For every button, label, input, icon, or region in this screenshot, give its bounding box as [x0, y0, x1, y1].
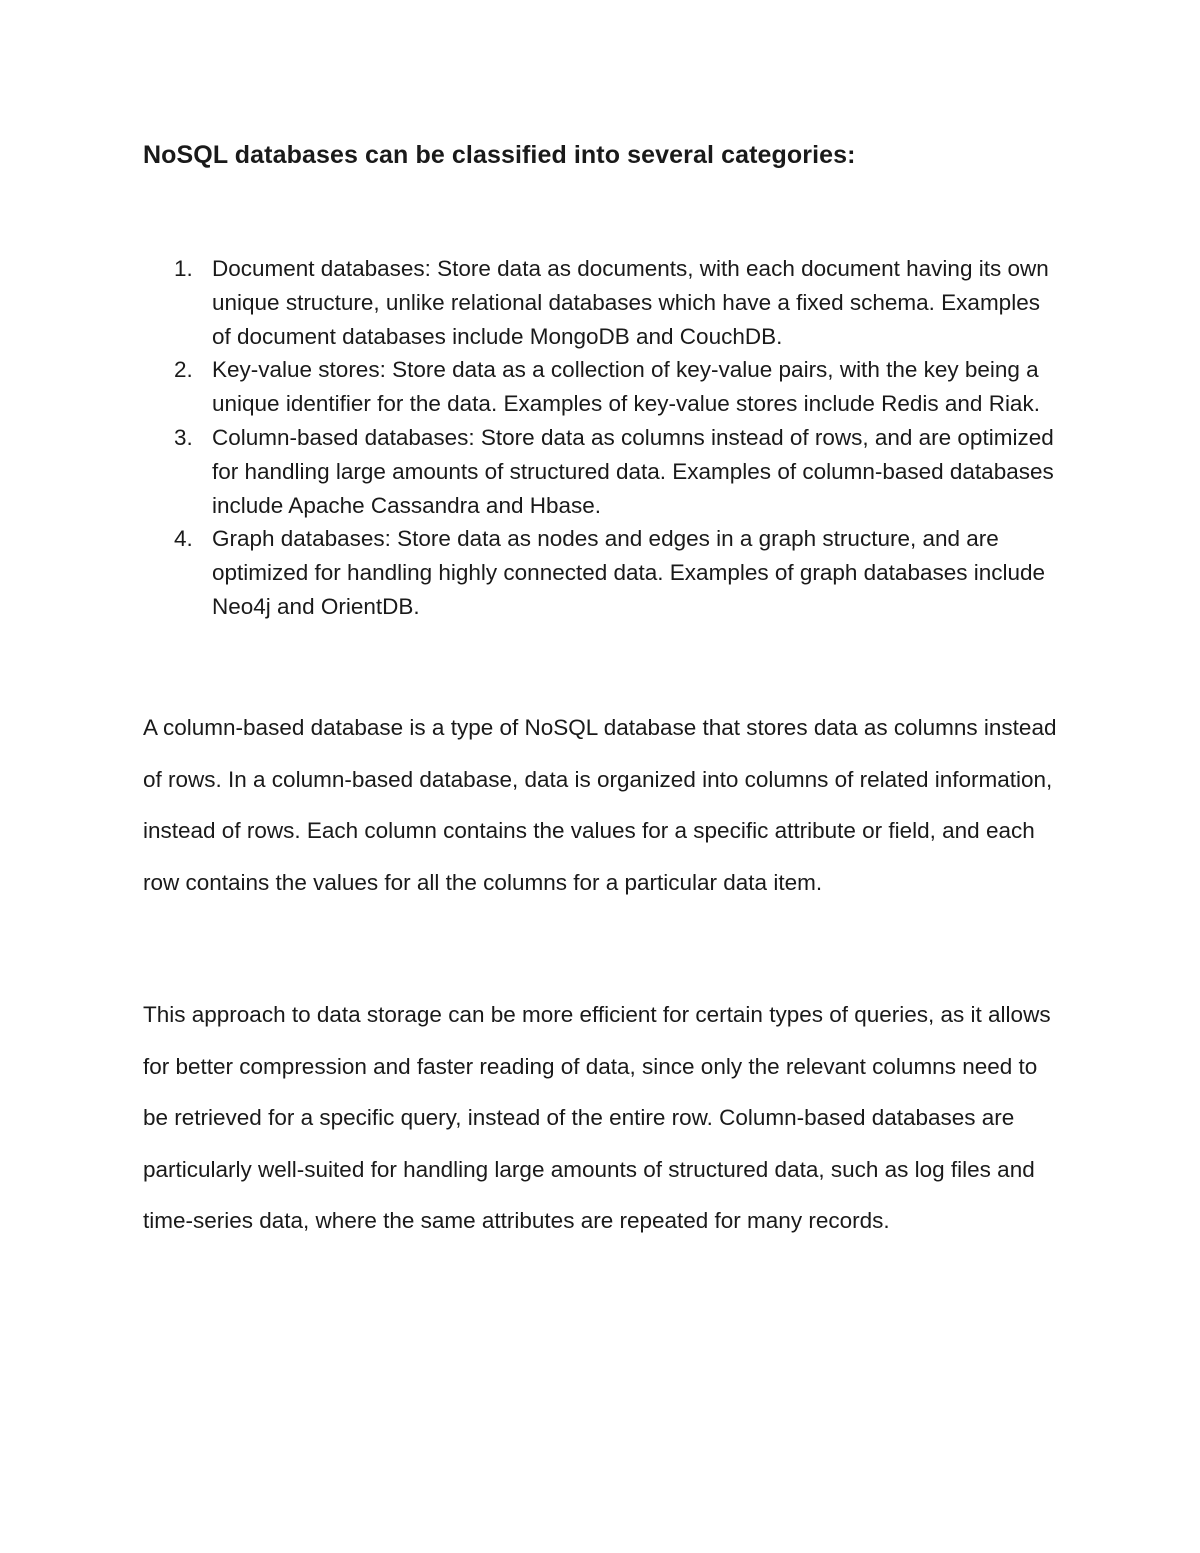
list-item [143, 353, 1063, 421]
list-item [143, 252, 1063, 353]
list-item-number: 3. [174, 424, 193, 450]
page-heading: NoSQL databases can be classified into several categories: [143, 141, 856, 169]
paragraph-column-based-benefits: This approach to data storage can be more efficient for certain types of queries, as it allows for better compression and faster reading of data, since only the relevant columns need to be retrieved for a specific query, instead of the entire row. Column-based databases are particularly well-suited for handling large amounts of structured data, such as log files and time-series data, where the same attributes are repeated for many records. [143, 1002, 1051, 1234]
paragraph-column-based-definition: A column-based database is a type of NoSQL database that stores data as columns instead of rows. In a column-based database, data is organized into columns of related information, instead of rows. Each column contains the values for a specific attribute or field, and each row contains the values for all the columns for a particular data item. [143, 715, 1057, 895]
list-item-text: Graph databases: Store data as nodes and edges in a graph structure, and are optimized for handling highly connected data. Examples of graph databases include Neo4j and OrientDB. [212, 526, 1046, 619]
list-item [143, 421, 1063, 522]
category-list [143, 252, 1063, 624]
list-item-text: Document databases: Store data as documents, with each document having its own unique structure, unlike relational databases which have a fixed schema. Examples of document databases include MongoDB and CouchDB. [212, 256, 1049, 349]
list-item-number: 1. [174, 256, 193, 281]
list-item-text: Column-based databases: Store data as columns instead of rows, and are optimized for handling large amounts of structured data. Examples of column-based databases include Apache Cassandra and Hbase. [212, 424, 1054, 518]
list-item [143, 522, 1063, 623]
list-item-text: Key-value stores: Store data as a collection of key-value pairs, with the key being a unique identifier for the data. Examples of key-value stores include Redis and Riak. [212, 357, 1040, 417]
list-item-number: 2. [174, 357, 193, 383]
list-item-number: 4. [174, 526, 193, 552]
